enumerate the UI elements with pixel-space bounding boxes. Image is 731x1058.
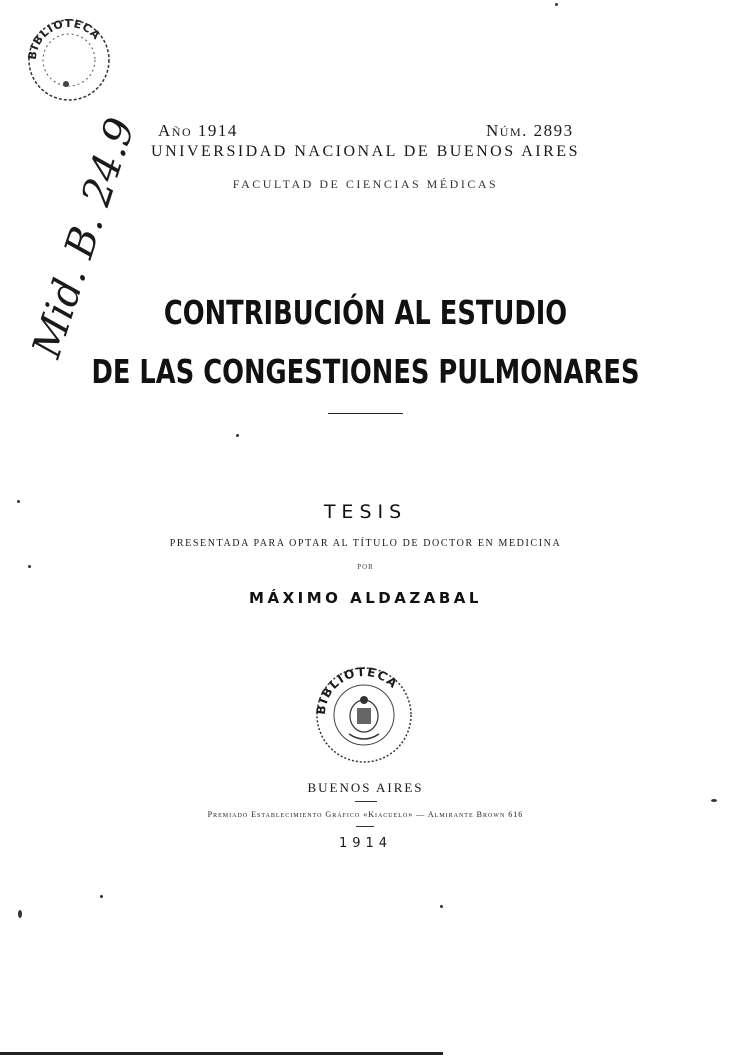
faculty-name: FACULTAD DE CIENCIAS MÉDICAS — [232, 177, 499, 191]
svg-text:BIBLIOTECA — [26, 17, 103, 60]
city-divider — [355, 801, 377, 802]
scan-speck — [236, 434, 239, 437]
svg-text:BIBLIOTECA — [314, 665, 401, 716]
title-line-1: CONTRIBUCIÓN AL ESTUDIO — [163, 293, 568, 332]
library-stamp-top-left — [14, 10, 124, 110]
stamp-top-left-text: BIBLIOTECA — [25, 16, 104, 61]
scan-speck — [28, 565, 31, 568]
scan-speck — [100, 895, 103, 898]
seal-text: BIBLIOTECA — [313, 664, 402, 716]
handwritten-text: Mid. B. 24.9 — [23, 112, 145, 364]
thesis-subtitle: PRESENTADA PARA OPTAR AL TÍTULO DE DOCTOR EN MEDICINA — [169, 538, 562, 549]
title-line-2: DE LAS CONGESTIONES PULMONARES — [91, 352, 640, 391]
scan-speck — [711, 799, 717, 802]
thesis-label: TESIS — [323, 501, 408, 523]
title-divider — [328, 413, 403, 414]
library-seal — [313, 664, 415, 766]
by-label: POR — [357, 563, 374, 571]
scan-speck — [555, 3, 558, 6]
scan-speck — [18, 910, 22, 918]
author-name: MÁXIMO ALDAZABAL — [249, 589, 482, 607]
imprint-printer: Premiado Establecimiento Gráfico «Kiacuelo» — Almirante Brown 616 — [207, 810, 524, 819]
number-label: Núm. 2893 — [486, 121, 574, 140]
scan-edge-line — [0, 1052, 443, 1055]
printer-divider — [356, 826, 374, 827]
year-label: Año 1914 — [158, 121, 238, 140]
university-name: UNIVERSIDAD NACIONAL DE BUENOS AIRES — [151, 143, 580, 160]
imprint-city: BUENOS AIRES — [307, 780, 424, 795]
imprint-year: 1914 — [338, 836, 393, 851]
scan-speck — [17, 500, 20, 503]
scan-speck — [440, 905, 443, 908]
